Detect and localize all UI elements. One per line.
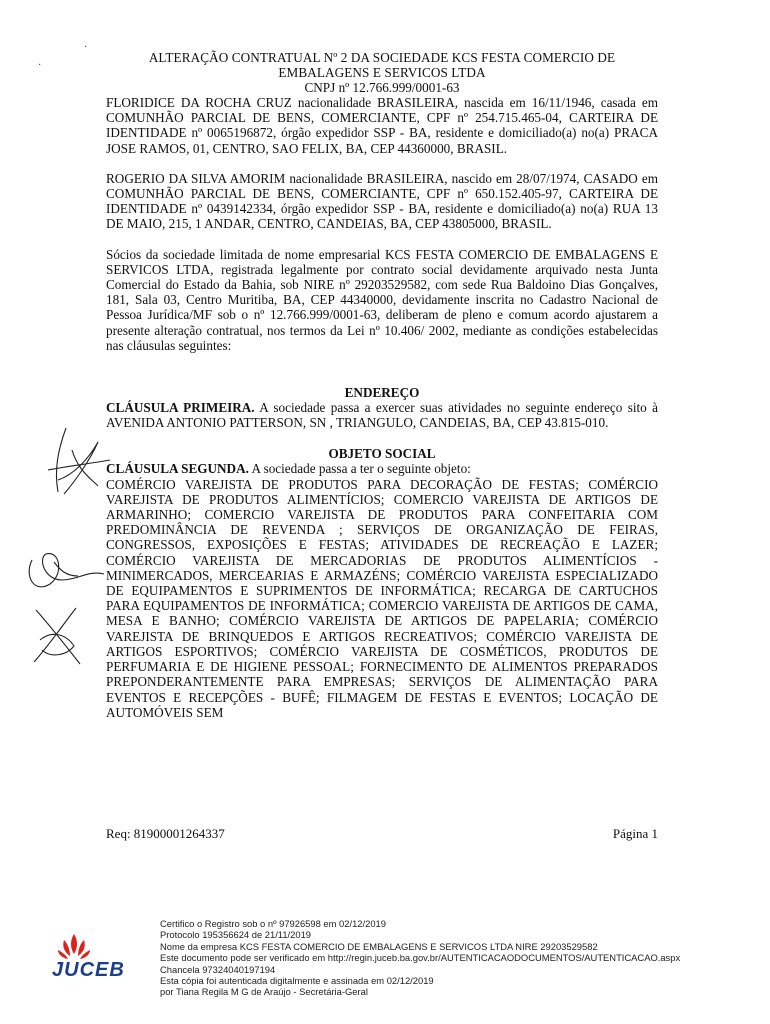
certificate-line: Este documento pode ser verificado em http://regin.juceb.ba.gov.br/AUTENTICACAODOCUMENTOS/AUTENTICACAO.aspx [160,952,681,964]
page-number: Página 1 [612,826,658,841]
clause-1-paragraph [106,400,658,430]
section-heading-objeto-social: OBJETO SOCIAL [328,446,436,462]
certificate-line: Esta cópia foi autenticada digitalmente e assinada em 02/12/2019 [160,975,434,987]
juceb-logo-text: JUCEB [52,959,125,981]
partner-1-paragraph: FLORIDICE DA ROCHA CRUZ nacionalidade BRASILEIRA, nascida em 16/11/1946, casada em COMUNHÃO PARCIAL DE BENS, COMERCIANTE, CPF nº 254.715.465-04, CARTEIRA DE IDENTIDADE nº 0065196872, órgão expedidor SSP - BA, residente e domiciliado(a) no(a) PRACA JOSE RAMOS, 01, CENTRO, SAO FELIX, BA, CEP 44360000, BRASIL. [106,95,658,156]
partners-intro-paragraph: Sócios da sociedade limitada de nome empresarial KCS FESTA COMERCIO DE EMBALAGENS E SERVICOS LTDA, registrada legalmente por contrato social devidamente arquivado nesta Junta Comercial do Estado da Bahia, sob NIRE nº 29203529582, com sede Rua Baldoino Dias Gonçalves, 181, Sala 03, Centro Muritiba, BA, CEP 44340000, devidamente inscrita no Cadastro Nacional de Pessoa Jurídica/MF sob o nº 12.766.999/0001-63, deliberam de pleno e comum acordo ajustarem a presente alteração contratual, nos termos da Lei nº 10.406/ 2002, mediante as condições estabelecidas nas cláusulas seguintes: [106,246,658,353]
certificate-line: Certifico o Registro sob o nº 97926598 em 02/12/2019 [160,918,386,929]
cnpj: CNPJ nº 12.766.999/0001-63 [304,80,460,95]
certificate-line: Chancela 97324040197194 [160,963,276,975]
section-heading-endereco: ENDEREÇO [344,385,420,401]
clause-1-text: A sociedade passa a exercer suas atividades no seguinte endereço sito à AVENIDA ANTONIO PATTERSON, SN , TRIANGULO, CANDEIAS, BA, CEP 43.815-010. [106,400,658,431]
document-body [106,50,658,720]
signature-rubric-2 [20,540,110,600]
clause-1-label: CLÁUSULA PRIMEIRA. [106,400,255,416]
clause-2-label: CLÁUSULA SEGUNDA. [106,461,249,477]
clause-2-object-list: COMÉRCIO VAREJISTA DE PRODUTOS PARA DECORAÇÃO DE FESTAS; COMÉRCIO VAREJISTA DE PRODUTOS ALIMENTÍCIOS; COMERCIO VAREJISTA DE ARTIGOS DE ARMARINHO; COMERCIO VAREJISTA DE PRODUTOS PARA CONFEITARIA COM PREDOMINÂNCIA DE REVENDA ; SERVIÇOS DE ORGANIZAÇÃO DE FEIRAS, CONGRESSOS, EXPOSIÇÕES E FESTAS; ATIVIDADES DE RECREAÇÃO E LAZER; COMÉRCIO VAREJISTA DE MERCADORIAS DE PRODUTOS ALIMENTÍCIOS - MINIMERCADOS, MERCEARIAS E ARMAZÉNS; COMÉRCIO VAREJISTA ESPECIALIZADO DE EQUIPAMENTOS E SUPRIMENTOS DE INFORMÁTICA; RECARGA DE CARTUCHOS PARA EQUIPAMENTOS DE INFORMÁTICA; COMERCIO VAREJISTA DE ARTIGOS DE CAMA, MESA E BANHO; COMÉRCIO VAREJISTA DE ARTIGOS DE PAPELARIA; COMÉRCIO VAREJISTA DE BRINQUEDOS E ARTIGOS RECREATIVOS; COMÉRCIO VAREJISTA DE ARTIGOS ESPORTIVOS; COMÉRCIO VAREJISTA DE COSMÉTICOS, PRODUTOS DE PERFUMARIA E DE HIGIENE PESSOAL; FORNECIMENTO DE ALIMENTOS PREPARADOS PREPONDERANTEMENTE PARA EMPRESAS; SERVIÇOS DE ALIMENTAÇÃO PARA EVENTOS E RECEPÇÕES - BUFÊ; FILMAGEM DE FESTAS E EVENTOS; LOCAÇÃO DE AUTOMÓVEIS SEM [106,476,658,720]
title-line-1: ALTERAÇÃO CONTRATUAL Nº 2 DA SOCIEDADE KCS FESTA COMERCIO DE [148,50,616,65]
signature-rubric-3 [22,600,92,670]
signature-rubric-1 [28,420,118,500]
certificate-line: Protocolo 195356624 de 21/11/2019 [160,929,311,941]
scan-mark-dot: · [84,42,88,53]
page-footer [106,826,658,842]
certificate-line: Nome da empresa KCS FESTA COMERCIO DE EMBALAGENS E SERVICOS LTDA NIRE 29203529582 [160,940,598,952]
title-line-2: EMBALAGENS E SERVICOS LTDA [278,65,486,80]
certificate-line: por Tiana Regila M G de Araújo - Secretária-Geral [160,986,368,998]
clause-2-intro-text: A sociedade passa a ter o seguinte objeto: [248,461,471,477]
partner-2-paragraph: ROGERIO DA SILVA AMORIM nacionalidade BRASILEIRA, nascido em 28/07/1974, CASADO em COMUNHÃO PARCIAL DE BENS, COMERCIANTE, CPF nº 650.152.405-97, CARTEIRA DE IDENTIDADE nº 0439142334, órgão expedidor SSP - BA, residente e domiciliado(a) no(a) RUA 13 DE MAIO, 215, 1 ANDAR, CENTRO, CANDEIAS, BA, CEP 43805000, BRASIL. [106,170,658,232]
request-number: Req: 81900001264337 [106,826,225,841]
scan-mark-dot: · [38,60,42,71]
clause-2-intro [106,461,658,476]
document-title [106,50,658,80]
certificate-block [160,918,680,998]
